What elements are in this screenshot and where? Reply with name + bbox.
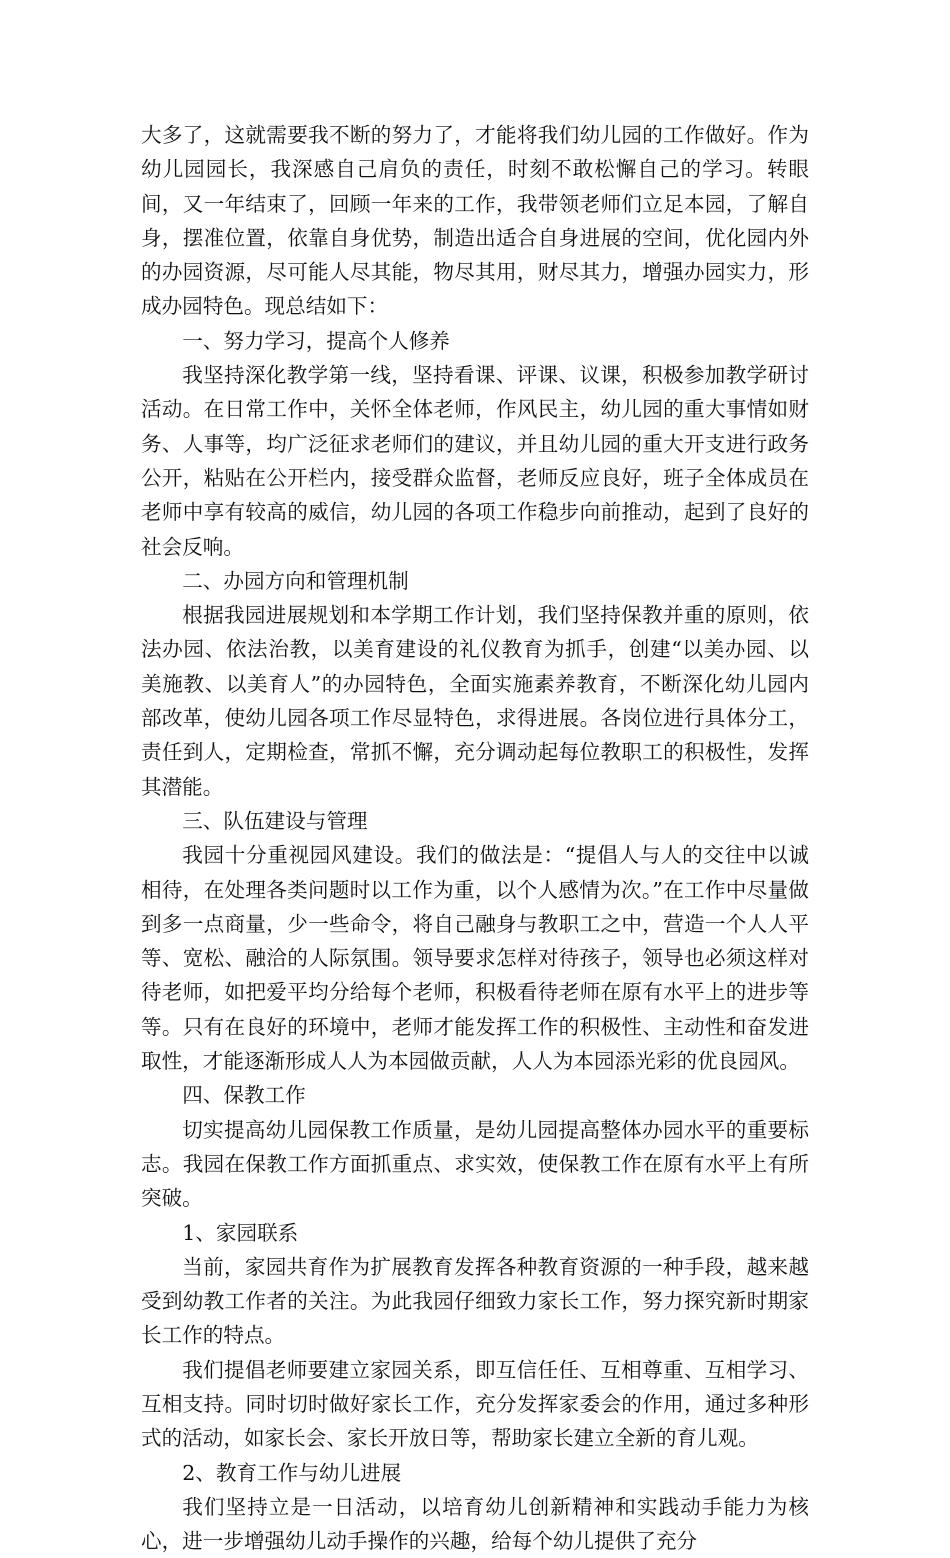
- body-paragraph: 我们提倡老师要建立家园关系，即互信任任、互相尊重、互相学习、互相支持。同时切时做好家长工作，充分发挥家委会的作用，通过多种形式的活动，如家长会、家长开放日等，帮助家长建立全新的育儿观。: [141, 1357, 809, 1451]
- body-paragraph: 当前，家园共育作为扩展教育发挥各种教育资源的一种手段，越来越受到幼教工作者的关注。为此我园仔细致力家长工作，努力探究新时期家长工作的特点。: [141, 1254, 809, 1348]
- section-heading: 二、办园方向和管理机制: [182, 568, 409, 593]
- section-heading: 四、保教工作: [182, 1083, 306, 1108]
- section-heading: 一、努力学习，提高个人修养: [182, 328, 450, 353]
- body-paragraph: 我们坚持立是一日活动，以培育幼儿创新精神和实践动手能力为核心，进一步增强幼儿动手操作的兴趣，给每个幼儿提供了充分: [141, 1494, 809, 1554]
- subsection-heading: 1、家园联系: [182, 1220, 299, 1245]
- section-heading: 三、队伍建设与管理: [182, 808, 368, 833]
- body-paragraph: 大多了，这就需要我不断的努力了，才能将我们幼儿园的工作做好。作为幼儿园园长，我深感自己肩负的责任，时刻不敢松懈自己的学习。转眼间，又一年结束了，回顾一年来的工作，我带领老师们立足本园，了解自身，摆准位置，依靠自身优势，制造出适合自身进展的空间，优化园内外的办园资源，尽可能人尽其能，物尽其用，财尽其力，增强办园实力，形成办园特色。现总结如下：: [141, 123, 809, 319]
- body-paragraph: 切实提高幼儿园保教工作质量，是幼儿园提高整体办园水平的重要标志。我园在保教工作方面抓重点、求实效，使保教工作在原有水平上有所突破。: [141, 1117, 809, 1211]
- body-paragraph: 我坚持深化教学第一线，坚持看课、评课、议课，积极参加教学研讨活动。在日常工作中，关怀全体老师，作风民主，幼儿园的重大事情如财务、人事等，均广泛征求老师们的建议，并且幼儿园的重大开支进行政务公开，粘贴在公开栏内，接受群众监督，老师反应良好，班子全体成员在老师中享有较高的威信，幼儿园的各项工作稳步向前推动，起到了良好的社会反响。: [141, 363, 809, 559]
- subsection-heading: 2、教育工作与幼儿进展: [182, 1460, 402, 1485]
- document-page: [141, 118, 809, 1558]
- body-paragraph: 根据我园进展规划和本学期工作计划，我们坚持保教并重的原则，依法办园、依法治教，以美育建设的礼仪教育为抓手，创建“以美办园、以美施教、以美育人”的办园特色，全面实施素养教育，不断深化幼儿园内部改革，使幼儿园各项工作尽显特色，求得进展。各岗位进行具体分工，责任到人，定期检查，常抓不懈，充分调动起每位教职工的积极性，发挥其潜能。: [141, 603, 809, 799]
- body-paragraph: 我园十分重视园风建设。我们的做法是：“提倡人与人的交往中以诚相待，在处理各类问题时以工作为重，以个人感情为次。”在工作中尽量做到多一点商量，少一些命令，将自己融身与教职工之中，营造一个人人平等、宽松、融洽的人际氛围。领导要求怎样对待孩子，领导也必须这样对待老师，如把爱平均分给每个老师，积极看待老师在原有水平上的进步等等。只有在良好的环境中，老师才能发挥工作的积极性、主动性和奋发进取性，才能逐渐形成人人为本园做贡献，人人为本园添光彩的优良园风。: [141, 843, 809, 1074]
